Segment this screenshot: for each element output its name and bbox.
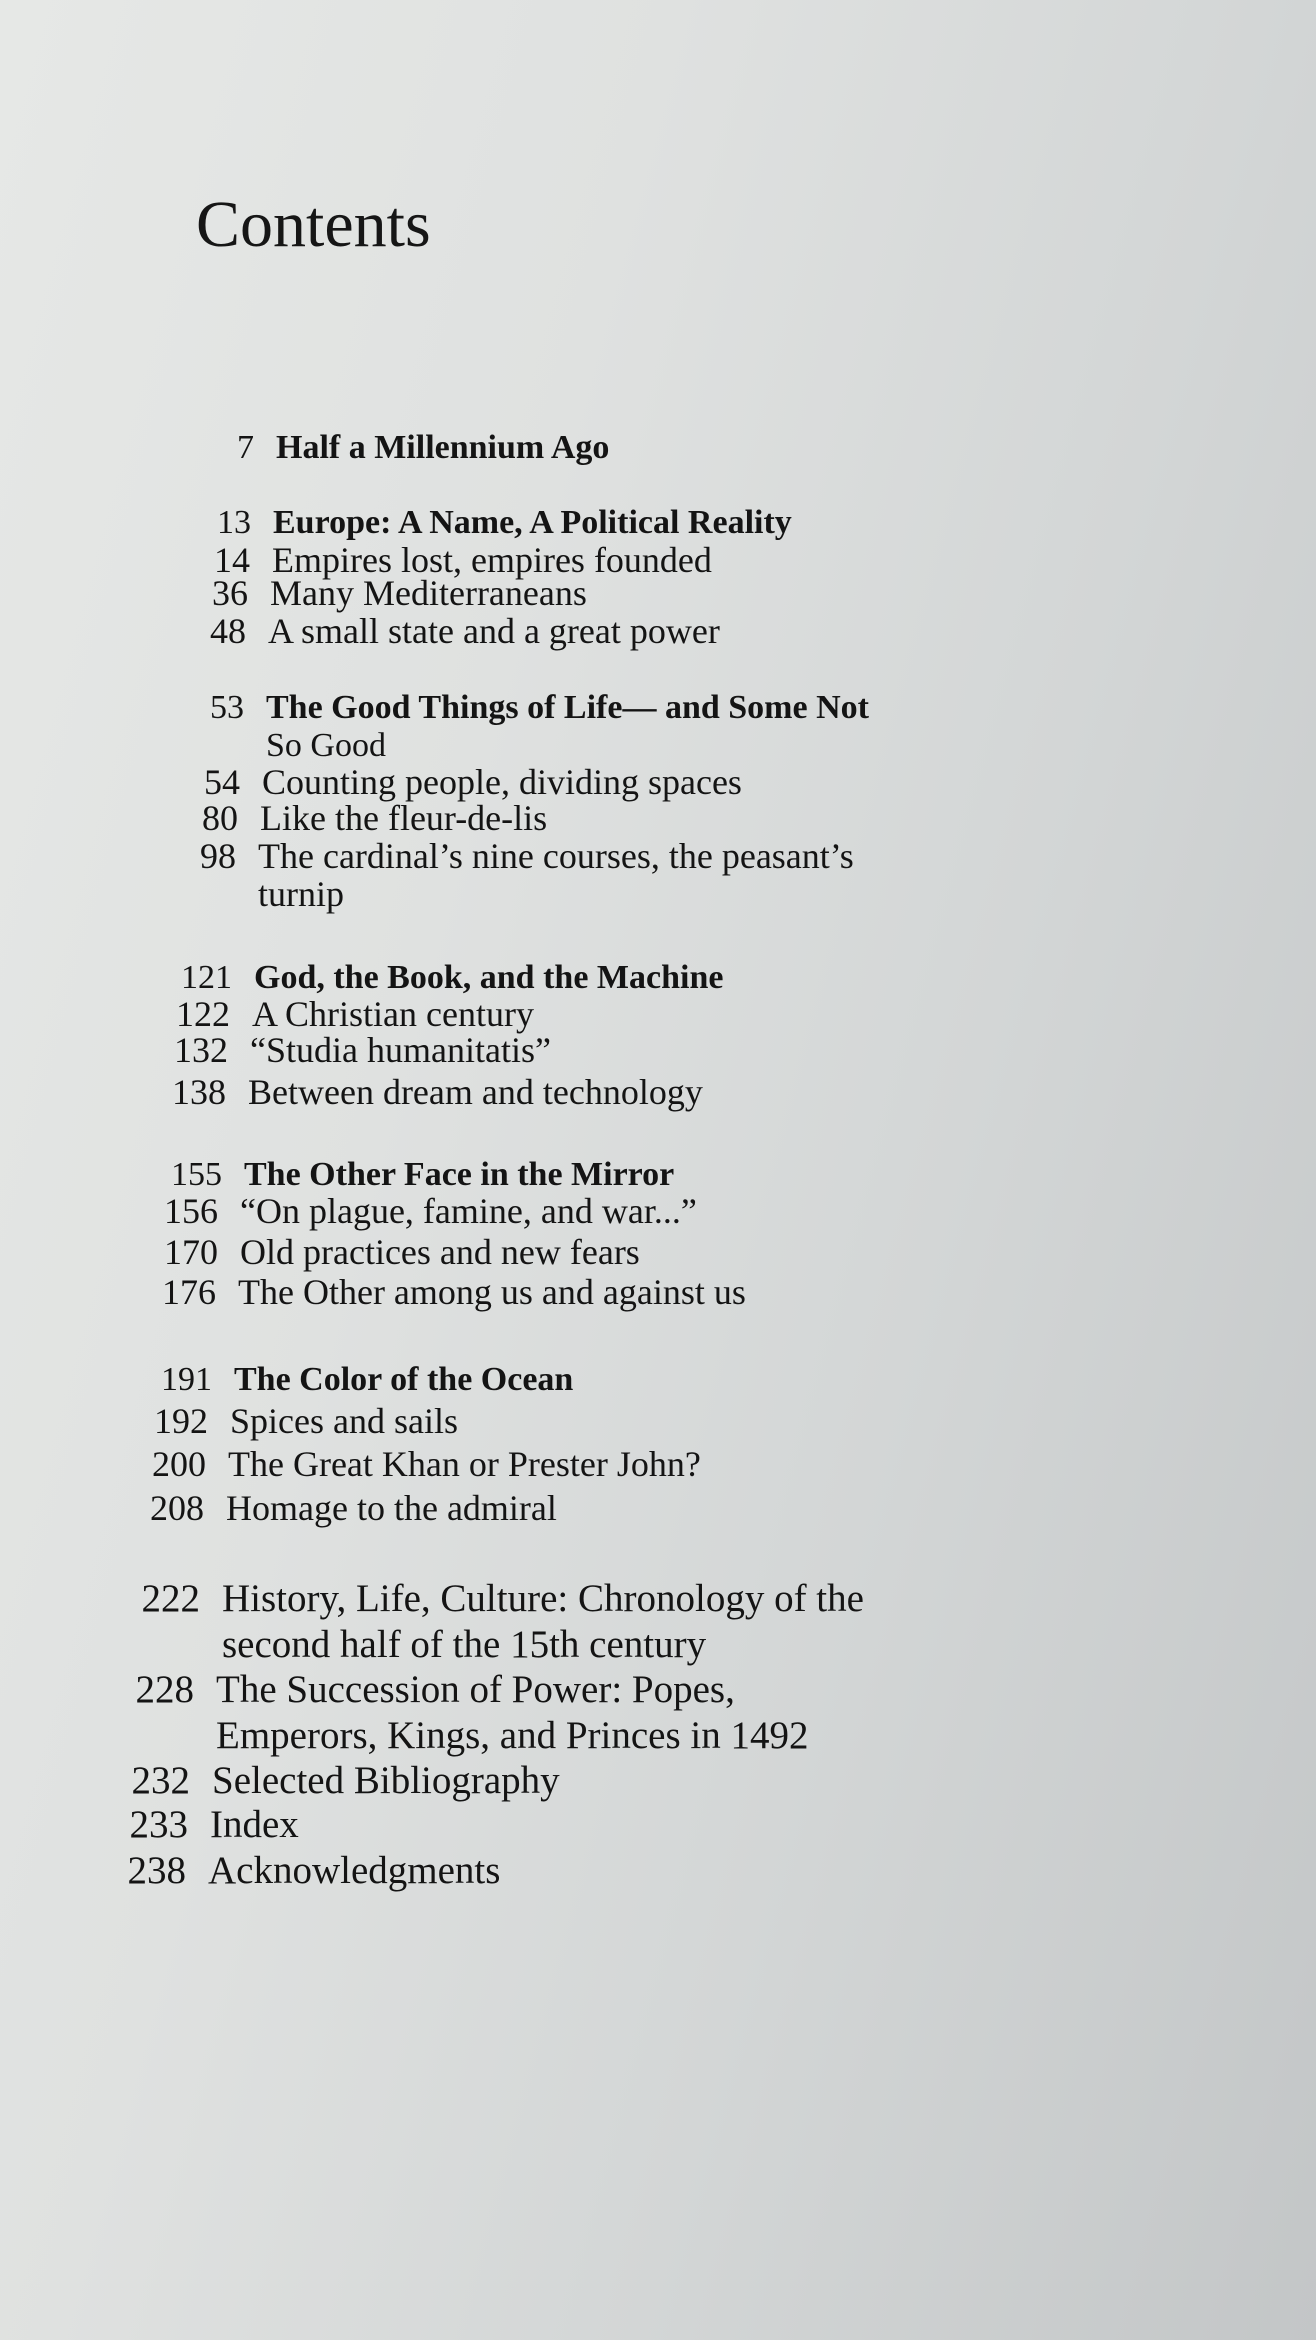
toc-entry-title: Selected Bibliography [212,1759,560,1802]
toc-page-number: 155 [171,1156,222,1193]
toc-page-number: 156 [164,1191,218,1231]
toc-page-number: 36 [212,573,248,613]
toc-entry-section [200,836,854,914]
toc-entry-title: Europe: A Name, A Political Reality [273,504,792,541]
toc-entry-title: Old practices and new fears [240,1232,640,1272]
toc-entry-section [176,994,534,1034]
toc-entry-title: A Christian century [252,994,534,1034]
toc-page-number: 200 [152,1444,206,1484]
toc-page-number: 80 [202,798,238,838]
toc-entry-title: The Great Khan or Prester John? [228,1444,701,1484]
toc-entry-title: Acknowledgments [208,1849,501,1892]
toc-entry-title: The Good Things of Life— and Some Not [266,689,869,726]
toc-entry-chapter [237,429,610,466]
toc-entry-section [210,611,720,651]
toc-entry-title-continued: So Good [266,727,386,764]
toc-entry-section [154,1401,458,1441]
toc-entry-backmatter [127,1849,501,1893]
toc-entry-title-continued: second half of the 15th century [222,1623,707,1666]
toc-entry-chapter [210,689,869,764]
toc-entry-title: Homage to the admiral [226,1488,557,1528]
toc-page-number: 122 [176,994,230,1034]
toc-entry-title: The Color of the Ocean [234,1361,574,1398]
toc-entry-chapter [217,504,792,541]
toc-entry-section [174,1030,551,1070]
toc-entry-chapter [171,1156,675,1193]
toc-page-number: 232 [131,1759,190,1802]
toc-entry-section [164,1232,640,1272]
toc-page-number: 192 [154,1401,208,1441]
toc-entry-backmatter [141,1577,864,1667]
toc-page-number: 14 [214,540,250,580]
toc-entry-title: Index [210,1803,299,1846]
toc-page-number: 121 [181,959,232,996]
toc-entry-title-continued: Emperors, Kings, and Princes in 1492 [216,1714,809,1757]
toc-entry-section [204,762,742,802]
toc-page-number: 53 [210,689,244,726]
toc-page-number: 13 [217,504,251,541]
toc-entry-title: “Studia humanitatis” [250,1030,551,1070]
toc-page-number: 228 [135,1668,194,1711]
toc-entry-section [150,1488,557,1528]
toc-entry-section [152,1444,701,1484]
toc-page-number: 54 [204,762,240,802]
toc-page-number: 238 [127,1849,186,1892]
toc-entry-title: Between dream and technology [248,1072,703,1112]
toc-entry-section [202,798,548,838]
toc-page-number: 222 [141,1577,200,1620]
toc-entry-title: Many Mediterraneans [270,573,587,613]
toc-entry-backmatter [129,1803,299,1847]
toc-entry-chapter [161,1361,574,1398]
page-title: Contents [196,188,431,261]
toc-entry-section [212,573,587,613]
toc-entry-title: Counting people, dividing spaces [262,762,742,802]
toc-entry-backmatter [131,1759,560,1803]
toc-entry-section [164,1191,697,1231]
toc-entry-title: The Other Face in the Mirror [244,1156,675,1193]
toc-page-number: 233 [129,1803,188,1846]
toc-page-number: 191 [161,1361,212,1398]
toc-entry-title: Empires lost, empires founded [272,540,712,580]
toc-page-number: 98 [200,836,236,876]
toc-page-number: 132 [174,1030,228,1070]
toc-entry-title: Spices and sails [230,1401,458,1441]
toc-entry-title: “On plague, famine, and war...” [240,1191,697,1231]
toc-entry-chapter [181,959,724,996]
toc-entry-title: God, the Book, and the Machine [254,959,724,996]
toc-entry-backmatter [135,1668,809,1758]
toc-entry-title: The cardinal’s nine courses, the peasant’s [258,836,854,876]
toc-entry-title: Half a Millennium Ago [276,429,610,466]
toc-entry-section [162,1272,746,1312]
toc-page-number: 48 [210,611,246,651]
toc-entry-title: Like the fleur-de-lis [260,798,548,838]
toc-page-number: 138 [172,1072,226,1112]
toc-page-number: 7 [237,429,254,466]
toc-entry-title: The Succession of Power: Popes, [216,1668,735,1711]
toc-entry-title: The Other among us and against us [238,1272,746,1312]
toc-entry-section [172,1072,703,1112]
toc-entry-title: A small state and a great power [268,611,720,651]
toc-page-number: 170 [164,1232,218,1272]
toc-entry-title: History, Life, Culture: Chronology of the [222,1577,864,1620]
toc-page-number: 208 [150,1488,204,1528]
toc-page-number: 176 [162,1272,216,1312]
toc-entry-title-continued: turnip [258,874,344,914]
